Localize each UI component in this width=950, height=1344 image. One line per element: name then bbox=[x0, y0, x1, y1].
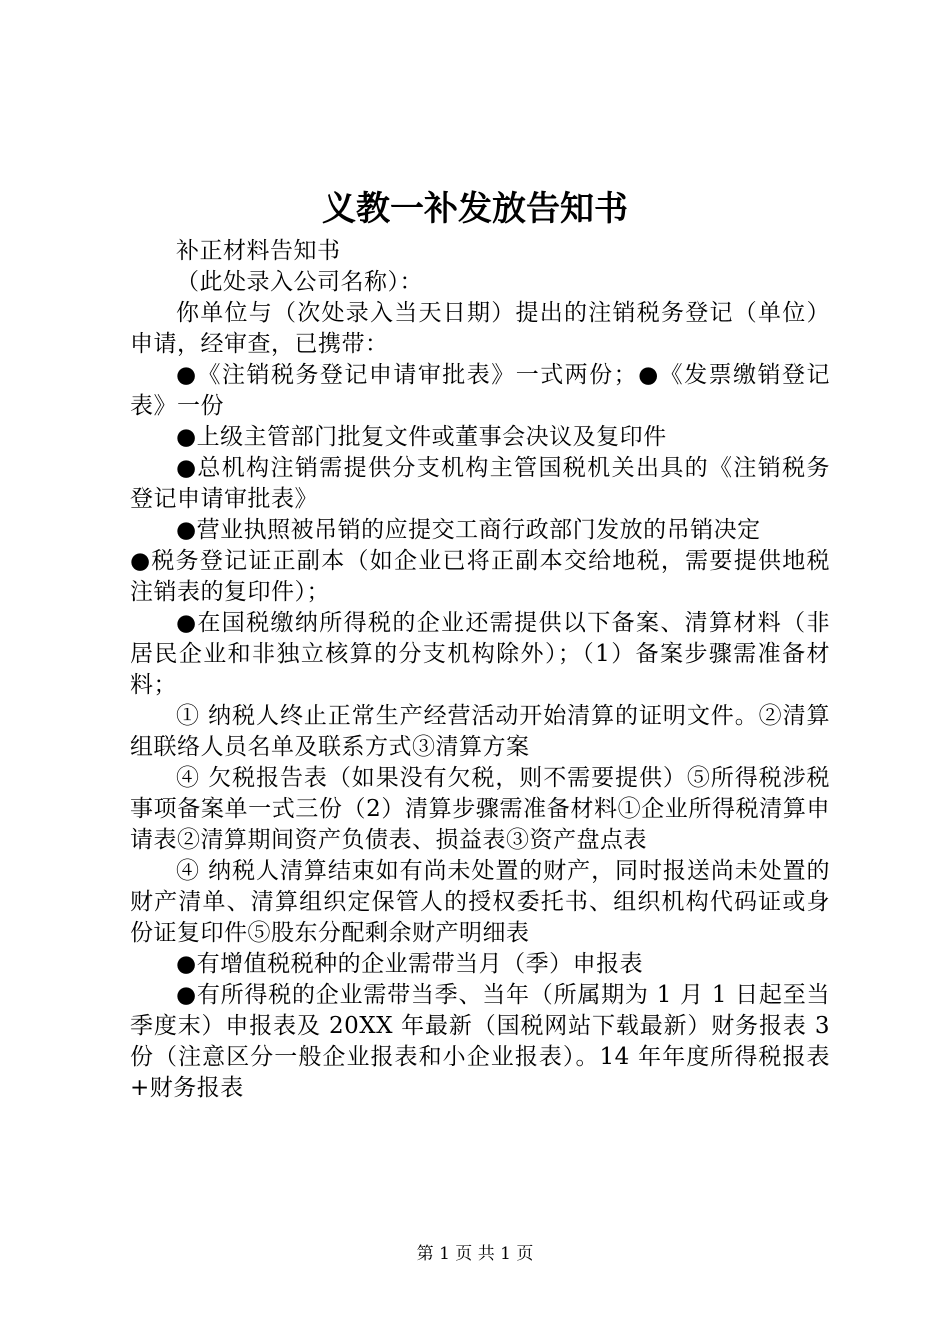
paragraph-item-certificate: ●税务登记证正副本（如企业已将正副本交给地税，需要提供地税注销表的复印件）； bbox=[130, 548, 830, 605]
paragraph-subtitle: 补正材料告知书 bbox=[176, 238, 341, 264]
paragraph-item-vat: ●有增值税税种的企业需带当月（季）申报表 bbox=[176, 951, 644, 977]
paragraph-item-reports: ●有所得税的企业需带当季、当年（所属期为 1 月 1 日起至当季度末）申报表及 20XX 年最新（国税网站下载最新）财务报表 3 份（注意区分一般企业报表和小企业报表）。14 年年度所得税报表+财务报表 bbox=[130, 982, 830, 1101]
paragraph-liquidation-materials: ④ 欠税报告表（如果没有欠税，则不需要提供）⑤所得税涉税事项备案单一式三份（2）清算步骤需准备材料①企业所得税清算申请表②清算期间资产负债表、损益表③资产盘点表 bbox=[130, 765, 830, 853]
paragraph-intro: 你单位与（次处录入当天日期）提出的注销税务登记（单位）申请，经审查，已携带： bbox=[130, 300, 830, 357]
paragraph-item-branch: ●总机构注销需提供分支机构主管国税机关出具的《注销税务登记申请审批表》 bbox=[130, 455, 830, 512]
paragraph-item-forms: ●《注销税务登记申请审批表》一式两份；●《发票缴销登记表》一份 bbox=[130, 362, 830, 419]
document-body bbox=[130, 236, 830, 1104]
paragraph-filing-materials: ① 纳税人终止正常生产经营活动开始清算的证明文件。②清算组联络人员名单及联系方式③清算方案 bbox=[130, 703, 830, 760]
paragraph-property-materials: ④ 纳税人清算结束如有尚未处置的财产，同时报送尚未处置的财产清单、清算组织定保管人的授权委托书、组织机构代码证或身份证复印件⑤股东分配剩余财产明细表 bbox=[130, 858, 830, 946]
paragraph-item-approval: ●上级主管部门批复文件或董事会决议及复印件 bbox=[176, 424, 667, 450]
document-title: 义教一补发放告知书 bbox=[322, 189, 628, 229]
paragraph-addressee: （此处录入公司名称）： bbox=[176, 269, 423, 295]
paragraph-item-license: ●营业执照被吊销的应提交工商行政部门发放的吊销决定 bbox=[176, 517, 761, 543]
page-number: 第 1 页 共 1 页 bbox=[416, 1244, 534, 1264]
paragraph-item-income-tax: ●在国税缴纳所得税的企业还需提供以下备案、清算材料（非居民企业和非独立核算的分支机构除外）；（1）备案步骤需准备材料； bbox=[130, 610, 830, 698]
